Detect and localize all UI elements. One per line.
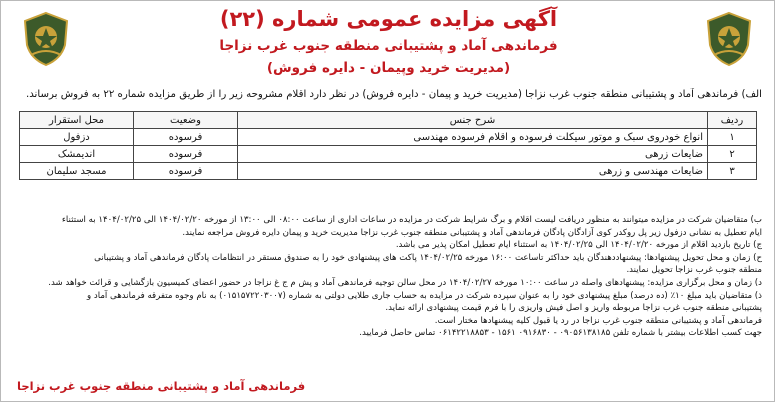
row-number: ۲ bbox=[708, 146, 757, 163]
item-location: مسجد سلیمان bbox=[20, 163, 134, 180]
terms-line: ح) زمان و محل تحویل پیشنهادها: پیشنهاددهندگان باید حداکثر تاساعت ۱۶:۰۰ مورخه ۱۴۰۴/۰۲/۲۵ پاکت های پیشنهادی خود را به صندوق مستقر در انتظامات پادگان فرماندهی آماد و پشتیبانی bbox=[94, 252, 762, 263]
item-status: فرسوده bbox=[134, 129, 238, 146]
item-description: انواع خودروی سبک و موتور سیکلت فرسوده و اقلام فرسوده مهندسی bbox=[238, 129, 708, 146]
terms-line: د) زمان و محل برگزاری مزایده: پیشنهادهای واصله در ساعت ۱۰:۰۰ مورخه ۱۴۰۴/۰۲/۲۷ در محل سالن توجیه فرماندهی آماد و پش م ج غ نزاجا در حضور اعضای کمیسیون بازگشایی و قرائت خواهد شد. bbox=[48, 277, 762, 288]
terms-line: فرماندهی آماد و پشتیبانی منطقه جنوب غرب نزاجا در رد یا قبول کلیه پیشنهادها مختار است. bbox=[434, 315, 762, 326]
notice-subtitle: فرماندهی آماد و پشتیبانی منطقه جنوب غرب نزاجا bbox=[219, 38, 558, 54]
column-header-desc: شرح جنس bbox=[238, 112, 708, 129]
notice-department: (مدیریت خرید وپیمان - دایره فروش) bbox=[266, 60, 511, 76]
item-location: اندیمشک bbox=[20, 146, 134, 163]
terms-line: جهت کسب اطلاعات بیشتر با شماره تلفن ۰۹۰۵۶۱۳۸۱۸۵ - ۰۹۱۶۸۳۰ ۱۵۶۱ - ۰۶۱۴۲۲۱۸۸۵۳ تماس حاصل فرمایید. bbox=[359, 328, 762, 339]
terms-line: ذ) متقاضیان باید مبلغ ۱۰٪ (ده درصد) مبلغ پیشنهادی خود را به عنوان سپرده شرکت در مزایده به حساب جاری طلایی دولتی به شماره (۰۱۵۱۵۷۲۲۰۳۰۰۷) به نام وجوه متفرقه فرماندهی آماد و bbox=[87, 290, 762, 301]
item-location: دزفول bbox=[20, 129, 134, 146]
column-header-location: محل استقرار bbox=[20, 112, 134, 129]
terms-line: ایام تعطیل به نشانی دزفول زیر پل روکدر کوی آزادگان پادگان فرماندهی آماد و پشتیبانی منطقه جنوب غرب نزاجا مدیریت خرید و پیمان دایره فروش مراجعه نمایند. bbox=[182, 227, 762, 238]
table-row bbox=[20, 129, 757, 146]
table-row bbox=[20, 146, 757, 163]
item-description: ضایعات مهندسی و زرهی bbox=[238, 163, 708, 180]
items-table bbox=[19, 111, 757, 180]
terms-line: پشتیبانی منطقه جنوب غرب نزاجا مربوطه واریز و اصل فیش واریزی را با فرم قیمت پیشنهادی ارائه نماید. bbox=[385, 303, 762, 314]
column-header-row: ردیف bbox=[708, 112, 757, 129]
terms-line: منطقه جنوب غرب نزاجا تحویل نمایند. bbox=[626, 265, 762, 276]
column-header-status: وضعیت bbox=[134, 112, 238, 129]
terms-section bbox=[10, 214, 762, 340]
intro-paragraph: الف) فرماندهی آماد و پشتیبانی منطقه جنوب غرب نزاجا (مدیریت خرید و پیمان - دایره فروش) در نظر دارد اقلام مشروحه زیر را از طریق مزایده شماره ۲۲ به فروش برساند. bbox=[25, 89, 762, 100]
notice-title: آگهی مزایده عمومی شماره (۲۲) bbox=[219, 7, 558, 31]
row-number: ۳ bbox=[708, 163, 757, 180]
terms-line: ب) متقاضیان شرکت در مزایده میتوانند به منظور دریافت لیست اقلام و برگ شرایط شرکت در مزایده در ساعات اداری از ساعت ۰۸:۰۰ الی ۱۳:۰۰ از مورخه ۱۴۰۴/۰۲/۲۰ الی ۱۴۰۴/۰۲/۲۵ به استثناء bbox=[61, 215, 762, 225]
footer-signature: فرماندهی آماد و پشتیبانی منطقه جنوب غرب نزاجا bbox=[17, 379, 306, 393]
table-header-row bbox=[20, 112, 757, 129]
item-status: فرسوده bbox=[134, 163, 238, 180]
terms-line: ج) تاریخ بازدید اقلام از مورخه ۱۴۰۴/۰۲/۲۰ الی ۱۴۰۴/۰۲/۲۵ به استثناء ایام تعطیل امکان پذیر می باشد. bbox=[395, 240, 762, 251]
item-status: فرسوده bbox=[134, 146, 238, 163]
table-row bbox=[20, 163, 757, 180]
item-description: ضایعات زرهی bbox=[238, 146, 708, 163]
row-number: ۱ bbox=[708, 129, 757, 146]
